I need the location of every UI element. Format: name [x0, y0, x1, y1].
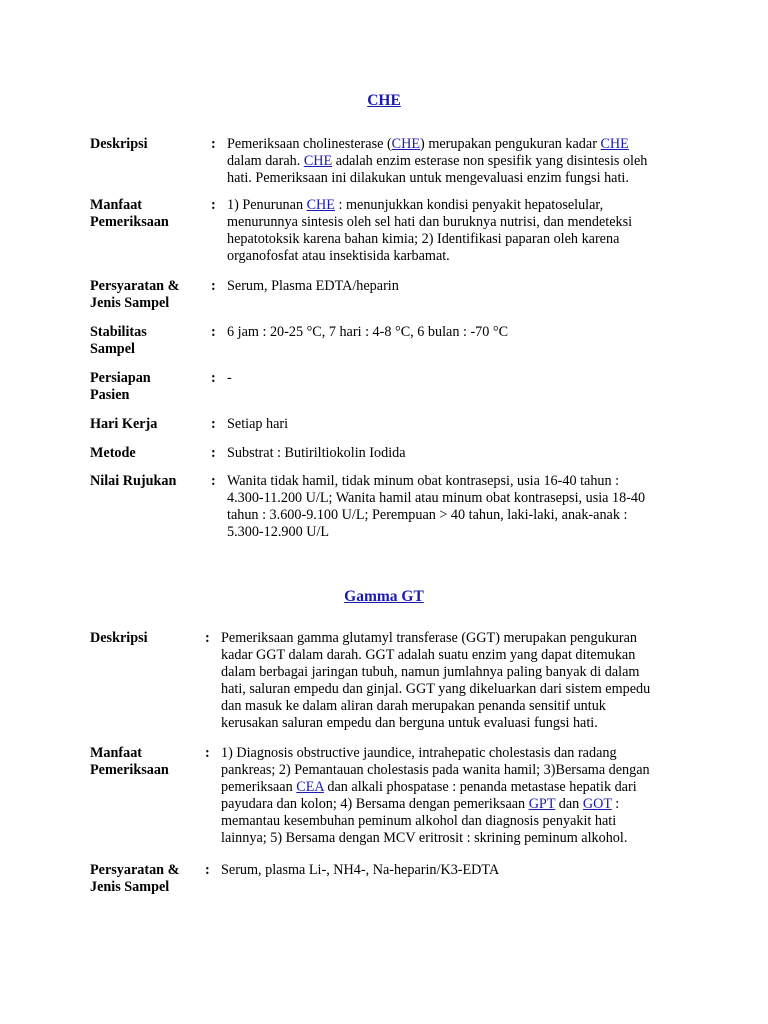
field-value: Substrat : Butiriltiokolin Iodida — [227, 445, 406, 461]
field-value: - — [227, 370, 232, 386]
field-colon: : — [211, 324, 216, 340]
field-value: 1) Diagnosis obstructive jaundice, intrahepatic cholestasis dan radang pankreas; 2) Pemantauan cholestasis pada wanita hamil; 3)Bersama dengan pemeriksaan CEA dan alkali phospatase : penanda metastase hepatik dari payudara dan kolon; 4) Bersama dengan pemeriksaan GPT dan GOT : memantau kesembuhan peminum alkohol dan diagnosis penyakit hati lainnya; 5) Bersama dengan MCV eritrosit : skrining peminum alkohol. — [221, 745, 650, 846]
link-che[interactable]: CHE — [391, 136, 421, 152]
section-title-che[interactable]: CHE — [367, 92, 401, 109]
field-colon: : — [211, 136, 216, 152]
link-che[interactable]: CHE — [600, 136, 629, 152]
field-label: Manfaat Pemeriksaan — [90, 197, 169, 230]
link-che[interactable]: CHE — [306, 197, 335, 213]
field-label: Deskripsi — [90, 630, 148, 646]
field-label: Stabilitas Sampel — [90, 324, 147, 357]
field-value: Setiap hari — [227, 416, 289, 432]
field-value: 1) Penurunan CHE : menunjukkan kondisi penyakit hepatoselular, menurunnya sintesis oleh sel hati dan buruknya nutrisi, dan mendeteksi hepatotoksik karena bahan kimia; 2) Identifikasi paparan oleh karena organofosfat atau insektisida karbamat. — [227, 197, 633, 264]
field-colon: : — [205, 745, 210, 761]
field-colon: : — [211, 416, 216, 432]
field-colon: : — [211, 197, 216, 213]
field-label: Metode — [90, 445, 136, 461]
field-value: 6 jam : 20-25 °C, 7 hari : 4-8 °C, 6 bulan : -70 °C — [227, 324, 509, 340]
link-cea[interactable]: CEA — [296, 779, 324, 795]
field-colon: : — [211, 473, 216, 489]
field-label: Nilai Rujukan — [90, 473, 177, 489]
field-colon: : — [211, 370, 216, 386]
field-value: Wanita tidak hamil, tidak minum obat kontrasepsi, usia 16-40 tahun : 4.300-11.200 U/L; Wanita hamil atau minum obat kontrasepsi, usia 18-40 tahun : 3.600-9.100 U/L; Perempuan > 40 tahun, laki-laki, anak-anak : 5.300-12.900 U/L — [227, 473, 646, 540]
field-value: Pemeriksaan cholinesterase (CHE) merupakan pengukuran kadar CHE dalam darah. CHE adalah enzim esterase non spesifik yang disintesis oleh hati. Pemeriksaan ini dilakukan untuk mengevaluasi enzim fungsi hati. — [227, 136, 648, 186]
field-value: Serum, plasma Li-, NH4-, Na-heparin/K3-EDTA — [221, 862, 500, 878]
link-gpt[interactable]: GPT — [528, 796, 556, 812]
field-label: Deskripsi — [90, 136, 148, 152]
field-label: Manfaat Pemeriksaan — [90, 745, 169, 778]
link-got[interactable]: GOT — [582, 796, 612, 812]
field-value: Serum, Plasma EDTA/heparin — [227, 278, 399, 294]
field-value: Pemeriksaan gamma glutamyl transferase (GGT) merupakan pengukuran kadar GGT dalam darah. GGT adalah suatu enzim yang dapat ditemukan dalam berbagai jaringan tubuh, namun jumlahnya paling banyak di dalam hati, saluran empedu dan ginjal. GGT yang dikeluarkan dari sistem empedu dan masuk ke dalam aliran darah merupakan penanda sensitif untuk kerusakan saluran empedu dan berguna untuk evaluasi fungsi hati. — [221, 630, 651, 731]
field-label: Persiapan Pasien — [90, 370, 151, 403]
field-colon: : — [211, 278, 216, 294]
link-che[interactable]: CHE — [303, 153, 333, 169]
field-colon: : — [205, 862, 210, 878]
field-label: Hari Kerja — [90, 416, 158, 432]
field-colon: : — [211, 445, 216, 461]
field-label: Persyaratan & Jenis Sampel — [90, 862, 180, 895]
field-colon: : — [205, 630, 210, 646]
field-label: Persyaratan & Jenis Sampel — [90, 278, 180, 311]
section-title-gamma-gt[interactable]: Gamma GT — [344, 588, 424, 605]
